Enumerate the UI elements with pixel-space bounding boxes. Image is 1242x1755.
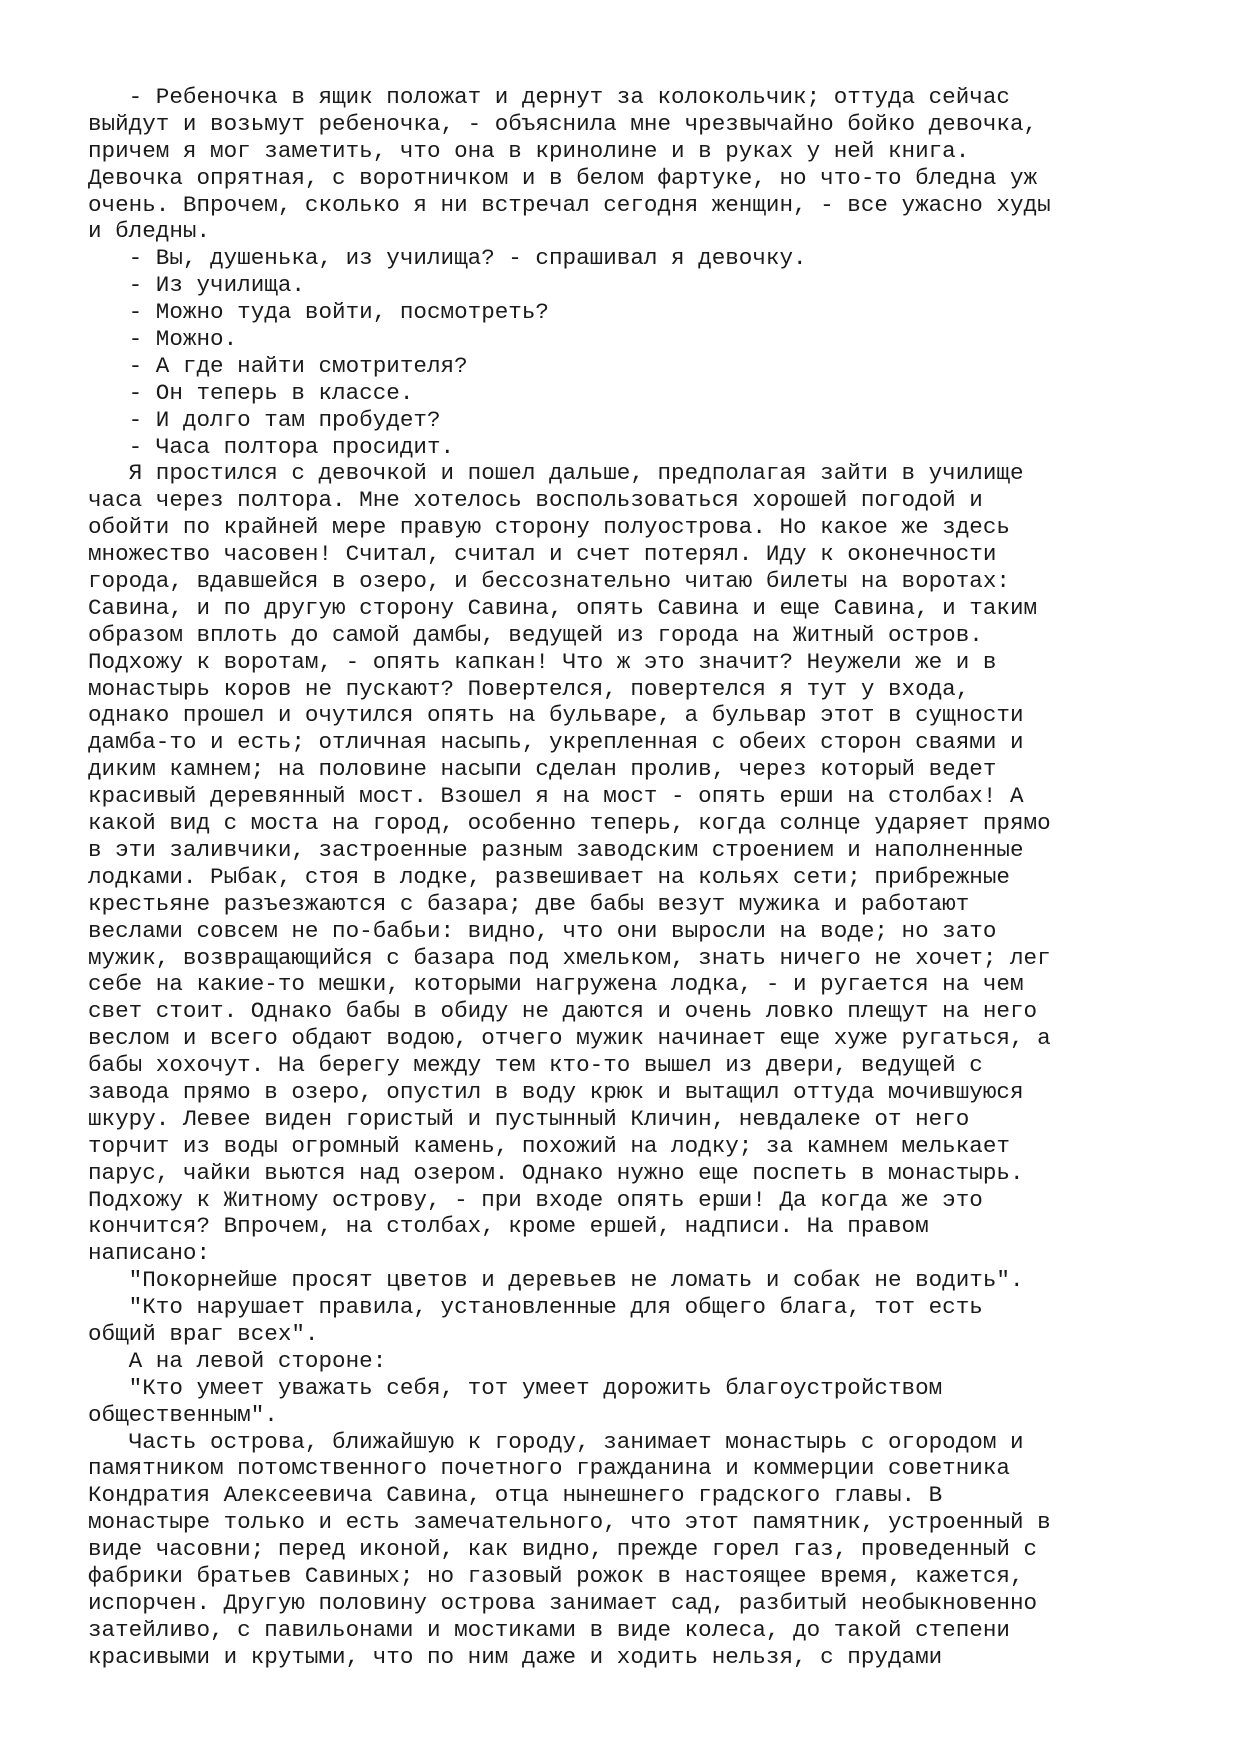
text-line: себе на какие-то мешки, которыми нагружена лодка, - и ругается на чем bbox=[88, 971, 1024, 998]
text-line: памятником потомственного почетного гражданина и коммерции советника bbox=[88, 1455, 1010, 1482]
text-line: дамба-то и есть; отличная насыпь, укрепленная с обеих сторон сваями и bbox=[88, 729, 1024, 756]
text-line: "Кто нарушает правила, установленные для общего блага, тот есть bbox=[88, 1294, 983, 1321]
text-line: образом вплоть до самой дамбы, ведущей из города на Житный остров. bbox=[88, 621, 983, 648]
text-line: написано: bbox=[88, 1240, 211, 1267]
text-line: бабы хохочут. На берегу между тем кто-то вышел из двери, ведущей с bbox=[88, 1052, 983, 1079]
text-line: - Часа полтора просидит. bbox=[88, 433, 455, 460]
text-line: веслом и всего обдают водою, отчего мужик начинает еще хуже ругаться, а bbox=[88, 1025, 1051, 1052]
text-line: - Ребеночка в ящик положат и дернут за колокольчик; оттуда сейчас bbox=[88, 84, 1010, 110]
text-line: - Можно туда войти, посмотреть? bbox=[88, 299, 549, 326]
text-line: однако прошел и очутился опять на бульваре, а бульвар этот в сущности bbox=[88, 702, 1024, 729]
text-line: шкуру. Левее виден гористый и пустынный Кличин, невдалеке от него bbox=[88, 1105, 970, 1132]
text-line: веслами совсем не по-бабьи: видно, что они выросли на воде; но зато bbox=[88, 917, 997, 944]
text-line: Я простился с девочкой и пошел дальше, предполагая зайти в училище bbox=[88, 460, 1024, 487]
text-line: Подхожу к воротам, - опять капкан! Что ж это значит? Неужели же и в bbox=[88, 648, 997, 675]
text-line: - Он теперь в классе. bbox=[88, 379, 414, 406]
body-text bbox=[88, 84, 1208, 1671]
text-line: Часть острова, ближайшую к городу, занимает монастырь с огородом и bbox=[88, 1428, 1024, 1455]
text-line: красивый деревянный мост. Взошел я на мост - опять ерши на столбах! А bbox=[88, 783, 1024, 810]
text-line: "Покорнейше просят цветов и деревьев не ломать и собак не водить". bbox=[88, 1267, 1024, 1294]
text-line: города, вдавшейся в озеро, и бессознательно читаю билеты на воротах: bbox=[88, 568, 1010, 595]
text-line: А на левой стороне: bbox=[88, 1347, 387, 1374]
text-line: "Кто умеет уважать себя, тот умеет дорожить благоустройством bbox=[88, 1374, 943, 1401]
text-line: Савина, и по другую сторону Савина, опять Савина и еще Савина, и таким bbox=[88, 594, 1038, 621]
text-line: мужик, возвращающийся с базара под хмельком, знать ничего не хочет; лег bbox=[88, 944, 1051, 971]
text-line: испорчен. Другую половину острова занимает сад, разбитый необыкновенно bbox=[88, 1589, 1038, 1616]
text-line: парус, чайки вьются над озером. Однако нужно еще поспеть в монастырь. bbox=[88, 1159, 1024, 1186]
text-line: общий враг всех". bbox=[88, 1320, 319, 1347]
text-line: обойти по крайней мере правую сторону полуострова. Но какое же здесь bbox=[88, 514, 1010, 541]
text-line: - И долго там пробудет? bbox=[88, 406, 441, 433]
text-line: монастыре только и есть замечательного, что этот памятник, устроенный в bbox=[88, 1509, 1051, 1536]
text-line: затейливо, с павильонами и мостиками в виде колеса, до такой степени bbox=[88, 1616, 1010, 1643]
text-line: диким камнем; на половине насыпи сделан пролив, через который ведет bbox=[88, 756, 997, 783]
text-line: - Можно. bbox=[88, 326, 238, 353]
text-line: монастырь коров не пускают? Повертелся, повертелся я тут у входа, bbox=[88, 675, 970, 702]
text-line: и бледны. bbox=[88, 218, 211, 245]
text-line: множество часовен! Считал, считал и счет потерял. Иду к оконечности bbox=[88, 541, 997, 568]
text-line: Кондратия Алексеевича Савина, отца нынешнего градского главы. В bbox=[88, 1482, 943, 1509]
text-line: Девочка опрятная, с воротничком и в белом фартуке, но что-то бледна уж bbox=[88, 164, 1038, 191]
text-line: лодками. Рыбак, стоя в лодке, развешивает на кольях сети; прибрежные bbox=[88, 863, 1010, 890]
text-line: фабрики братьев Савиных; но газовый рожок в настоящее время, кажется, bbox=[88, 1562, 1024, 1589]
text-line: общественным". bbox=[88, 1401, 278, 1428]
text-line: причем я мог заметить, что она в кринолине и в руках у ней книга. bbox=[88, 137, 970, 164]
text-line: виде часовни; перед иконой, как видно, прежде горел газ, проведенный с bbox=[88, 1536, 1038, 1563]
text-line: крестьяне разъезжаются с базара; две бабы везут мужика и работают bbox=[88, 890, 970, 917]
text-line: - Вы, душенька, из училища? - спрашивал я девочку. bbox=[88, 245, 807, 272]
text-line: - А где найти смотрителя? bbox=[88, 352, 468, 379]
text-line: кончится? Впрочем, на столбах, кроме ершей, надписи. На правом bbox=[88, 1213, 929, 1240]
text-line: в эти заливчики, застроенные разным заводским строением и наполненные bbox=[88, 836, 1024, 863]
text-line: завода прямо в озеро, опустил в воду крюк и вытащил оттуда мочившуюся bbox=[88, 1078, 1024, 1105]
text-line: торчит из воды огромный камень, похожий на лодку; за камнем мелькает bbox=[88, 1132, 1010, 1159]
text-line: - Из училища. bbox=[88, 272, 305, 299]
text-line: очень. Впрочем, сколько я ни встречал сегодня женщин, - все ужасно худы bbox=[88, 191, 1051, 218]
text-line: свет стоит. Однако бабы в обиду не даются и очень ловко плещут на него bbox=[88, 998, 1038, 1025]
text-line: Подхожу к Житному острову, - при входе опять ерши! Да когда же это bbox=[88, 1186, 983, 1213]
text-line: часа через полтора. Мне хотелось воспользоваться хорошей погодой и bbox=[88, 487, 983, 514]
text-line: красивыми и крутыми, что по ним даже и ходить нельзя, с прудами bbox=[88, 1643, 943, 1670]
text-line: какой вид с моста на город, особенно теперь, когда солнце ударяет прямо bbox=[88, 810, 1051, 837]
text-line: выйдут и возьмут ребеночка, - объяснила мне чрезвычайно бойко девочка, bbox=[88, 110, 1038, 137]
